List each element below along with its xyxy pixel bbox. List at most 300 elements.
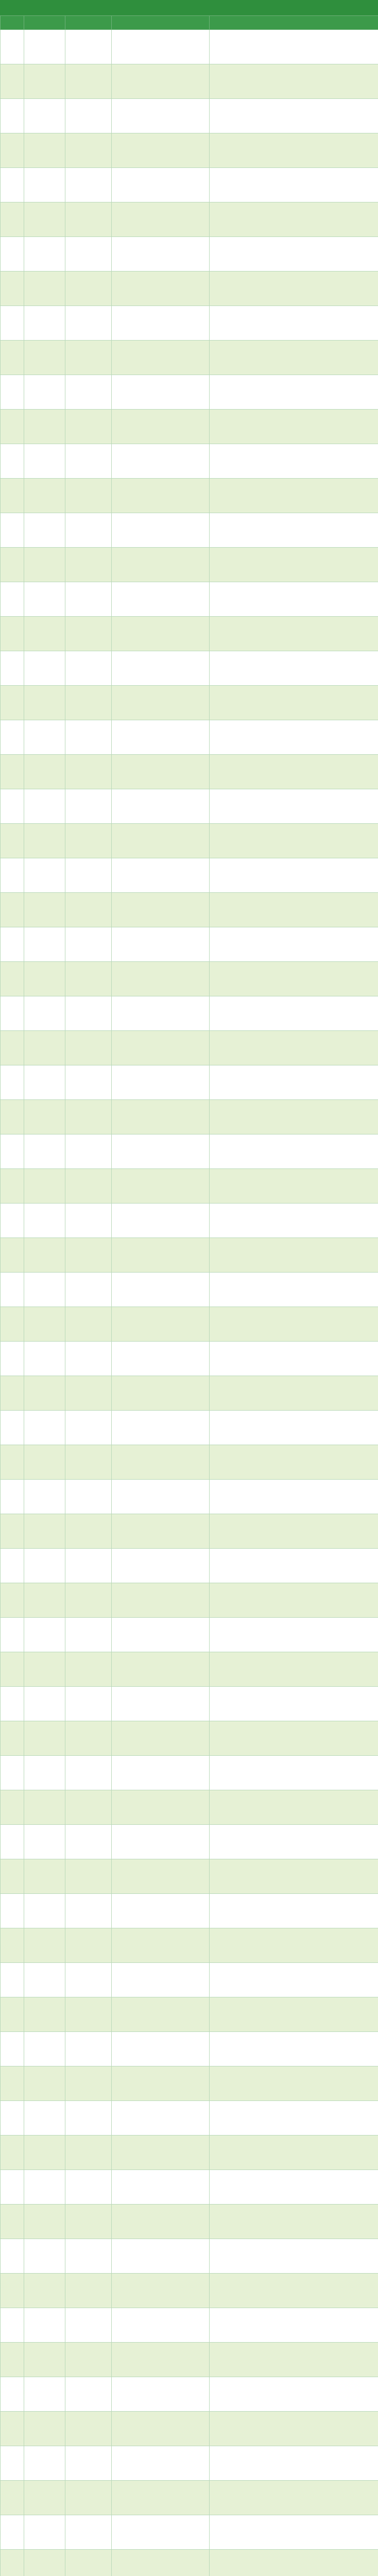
cell-city — [24, 1514, 65, 1549]
cell-no — [1, 651, 24, 686]
table-row — [1, 2066, 378, 2101]
cell-stops — [210, 237, 378, 272]
cell-no — [1, 444, 24, 479]
cell-stops — [210, 168, 378, 202]
cell-city — [24, 2412, 65, 2446]
table-row — [1, 1859, 378, 1894]
table-row — [1, 30, 378, 64]
cell-route — [112, 996, 210, 1031]
cell-no — [1, 893, 24, 927]
cell-city — [24, 99, 65, 133]
cell-no — [1, 1514, 24, 1549]
cell-route — [112, 1031, 210, 1065]
cell-stops — [210, 2205, 378, 2239]
cell-stops — [210, 1342, 378, 1376]
cell-route — [112, 893, 210, 927]
cell-city — [24, 1411, 65, 1445]
cell-district — [65, 582, 112, 617]
cell-stops — [210, 996, 378, 1031]
cell-district — [65, 133, 112, 168]
cell-city — [24, 2066, 65, 2101]
cell-city — [24, 375, 65, 410]
table-row — [1, 2101, 378, 2136]
cell-city — [24, 1307, 65, 1342]
cell-city — [24, 1963, 65, 1997]
table-row — [1, 2446, 378, 2481]
table-row — [1, 1721, 378, 1756]
cell-stops — [210, 2550, 378, 2576]
cell-no — [1, 237, 24, 272]
cell-district — [65, 1928, 112, 1963]
cell-no — [1, 1238, 24, 1273]
cell-district — [65, 1411, 112, 1445]
cell-city — [24, 1238, 65, 1273]
cell-stops — [210, 1756, 378, 1790]
cell-district — [65, 2205, 112, 2239]
cell-no — [1, 2481, 24, 2515]
cell-city — [24, 1480, 65, 1514]
cell-district — [65, 1652, 112, 1687]
cell-no — [1, 1997, 24, 2032]
cell-city — [24, 582, 65, 617]
table-row — [1, 996, 378, 1031]
cell-route — [112, 1411, 210, 1445]
cell-district — [65, 1445, 112, 1480]
cell-stops — [210, 2066, 378, 2101]
cell-no — [1, 1169, 24, 1204]
cell-no — [1, 1273, 24, 1307]
cell-no — [1, 513, 24, 548]
table-row — [1, 1169, 378, 1204]
cell-no — [1, 686, 24, 720]
table-row — [1, 755, 378, 789]
cell-city — [24, 789, 65, 824]
cell-city — [24, 479, 65, 513]
cell-stops — [210, 2101, 378, 2136]
cell-route — [112, 1583, 210, 1618]
table-body — [1, 30, 378, 2576]
cell-stops — [210, 2136, 378, 2170]
cell-no — [1, 1721, 24, 1756]
cell-city — [24, 617, 65, 651]
cell-route — [112, 755, 210, 789]
cell-route — [112, 1169, 210, 1204]
cell-no — [1, 2066, 24, 2101]
table-row — [1, 582, 378, 617]
table-row — [1, 962, 378, 996]
cell-district — [65, 2239, 112, 2274]
table-header-row — [1, 16, 378, 30]
table-row — [1, 1031, 378, 1065]
cell-city — [24, 1618, 65, 1652]
cell-no — [1, 2377, 24, 2412]
table-row — [1, 651, 378, 686]
cell-route — [112, 1894, 210, 1928]
cell-district — [65, 651, 112, 686]
cell-district — [65, 2308, 112, 2343]
cell-district — [65, 202, 112, 237]
cell-district — [65, 2515, 112, 2550]
table-row — [1, 237, 378, 272]
cell-route — [112, 1618, 210, 1652]
cell-district — [65, 1963, 112, 1997]
cell-route — [112, 1859, 210, 1894]
cell-district — [65, 1894, 112, 1928]
cell-no — [1, 1480, 24, 1514]
table-row — [1, 927, 378, 962]
cell-city — [24, 962, 65, 996]
cell-stops — [210, 444, 378, 479]
cell-no — [1, 202, 24, 237]
cell-stops — [210, 513, 378, 548]
cell-stops — [210, 2274, 378, 2308]
cell-stops — [210, 99, 378, 133]
cell-city — [24, 237, 65, 272]
cell-city — [24, 444, 65, 479]
cell-district — [65, 341, 112, 375]
cell-city — [24, 1134, 65, 1169]
table-row — [1, 2377, 378, 2412]
cell-route — [112, 548, 210, 582]
cell-city — [24, 2446, 65, 2481]
table-row — [1, 2136, 378, 2170]
cell-district — [65, 1756, 112, 1790]
cell-route — [112, 1652, 210, 1687]
cell-route — [112, 2066, 210, 2101]
table-row — [1, 1480, 378, 1514]
cell-no — [1, 858, 24, 893]
cell-route — [112, 306, 210, 341]
cell-stops — [210, 1687, 378, 1721]
cell-route — [112, 99, 210, 133]
cell-stops — [210, 789, 378, 824]
table-row — [1, 133, 378, 168]
cell-district — [65, 1204, 112, 1238]
table-row — [1, 1342, 378, 1376]
table-row — [1, 1445, 378, 1480]
cell-stops — [210, 1928, 378, 1963]
cell-district — [65, 64, 112, 99]
cell-no — [1, 1376, 24, 1411]
cell-route — [112, 2136, 210, 2170]
cell-city — [24, 927, 65, 962]
table-row — [1, 1790, 378, 1825]
cell-district — [65, 927, 112, 962]
cell-no — [1, 2136, 24, 2170]
cell-district — [65, 444, 112, 479]
cell-district — [65, 2377, 112, 2412]
document-title — [0, 0, 378, 15]
cell-district — [65, 1859, 112, 1894]
cell-no — [1, 962, 24, 996]
table-row — [1, 1756, 378, 1790]
cell-route — [112, 651, 210, 686]
cell-city — [24, 1894, 65, 1928]
table-row — [1, 2412, 378, 2446]
table-row — [1, 2308, 378, 2343]
cell-city — [24, 1756, 65, 1790]
cell-city — [24, 2481, 65, 2515]
cell-district — [65, 824, 112, 858]
cell-district — [65, 1687, 112, 1721]
cell-city — [24, 996, 65, 1031]
cell-no — [1, 2446, 24, 2481]
cell-route — [112, 1997, 210, 2032]
cell-route — [112, 133, 210, 168]
cell-district — [65, 755, 112, 789]
cell-district — [65, 962, 112, 996]
cell-city — [24, 306, 65, 341]
cell-district — [65, 1273, 112, 1307]
cell-no — [1, 1583, 24, 1618]
cell-stops — [210, 1480, 378, 1514]
column-header-district — [65, 16, 112, 30]
cell-district — [65, 1549, 112, 1583]
cell-stops — [210, 1065, 378, 1100]
column-header-stops — [210, 16, 378, 30]
cell-city — [24, 2170, 65, 2205]
table-row — [1, 2239, 378, 2274]
cell-stops — [210, 1273, 378, 1307]
table-row — [1, 341, 378, 375]
cell-route — [112, 789, 210, 824]
cell-city — [24, 686, 65, 720]
cell-district — [65, 2446, 112, 2481]
cell-city — [24, 410, 65, 444]
cell-district — [65, 2066, 112, 2101]
cell-district — [65, 2101, 112, 2136]
cell-stops — [210, 1790, 378, 1825]
cell-no — [1, 1618, 24, 1652]
cell-city — [24, 2136, 65, 2170]
cell-city — [24, 1549, 65, 1583]
cell-stops — [210, 2239, 378, 2274]
cell-district — [65, 237, 112, 272]
cell-route — [112, 2205, 210, 2239]
table-row — [1, 824, 378, 858]
cell-district — [65, 1169, 112, 1204]
cell-stops — [210, 686, 378, 720]
cell-route — [112, 1342, 210, 1376]
cell-stops — [210, 1445, 378, 1480]
cell-route — [112, 2101, 210, 2136]
cell-route — [112, 1928, 210, 1963]
cell-stops — [210, 2032, 378, 2066]
cell-district — [65, 893, 112, 927]
cell-city — [24, 1376, 65, 1411]
cell-no — [1, 375, 24, 410]
cell-city — [24, 341, 65, 375]
cell-no — [1, 133, 24, 168]
cell-stops — [210, 824, 378, 858]
column-header-city — [24, 16, 65, 30]
cell-route — [112, 1134, 210, 1169]
cell-route — [112, 444, 210, 479]
table-row — [1, 789, 378, 824]
cell-route — [112, 1273, 210, 1307]
cell-stops — [210, 2377, 378, 2412]
cell-no — [1, 2550, 24, 2576]
cell-stops — [210, 133, 378, 168]
cell-district — [65, 410, 112, 444]
cell-no — [1, 1687, 24, 1721]
cell-route — [112, 1721, 210, 1756]
table-row — [1, 2170, 378, 2205]
cell-city — [24, 1342, 65, 1376]
cell-stops — [210, 410, 378, 444]
cell-stops — [210, 1583, 378, 1618]
cell-district — [65, 789, 112, 824]
cell-city — [24, 1859, 65, 1894]
cell-route — [112, 582, 210, 617]
cell-city — [24, 1997, 65, 2032]
cell-city — [24, 2550, 65, 2576]
table-row — [1, 1928, 378, 1963]
cell-stops — [210, 962, 378, 996]
cell-stops — [210, 720, 378, 755]
cell-city — [24, 1652, 65, 1687]
cell-route — [112, 1065, 210, 1100]
cell-district — [65, 1031, 112, 1065]
cell-route — [112, 2412, 210, 2446]
cell-no — [1, 1307, 24, 1342]
cell-district — [65, 99, 112, 133]
table-row — [1, 2550, 378, 2576]
cell-district — [65, 686, 112, 720]
cell-city — [24, 2274, 65, 2308]
cell-district — [65, 1480, 112, 1514]
cell-no — [1, 2205, 24, 2239]
cell-stops — [210, 1652, 378, 1687]
cell-stops — [210, 1997, 378, 2032]
table-row — [1, 2032, 378, 2066]
cell-route — [112, 202, 210, 237]
cell-route — [112, 2239, 210, 2274]
cell-no — [1, 755, 24, 789]
table-row — [1, 1065, 378, 1100]
table-row — [1, 1273, 378, 1307]
cell-district — [65, 2343, 112, 2377]
cell-route — [112, 2446, 210, 2481]
cell-no — [1, 1652, 24, 1687]
cell-route — [112, 2550, 210, 2576]
cell-no — [1, 1790, 24, 1825]
cell-district — [65, 2136, 112, 2170]
cell-route — [112, 341, 210, 375]
cell-route — [112, 168, 210, 202]
cell-route — [112, 2377, 210, 2412]
cell-city — [24, 30, 65, 64]
cell-no — [1, 927, 24, 962]
cell-no — [1, 2343, 24, 2377]
cell-district — [65, 375, 112, 410]
cell-no — [1, 582, 24, 617]
cell-stops — [210, 582, 378, 617]
table-row — [1, 1997, 378, 2032]
cell-route — [112, 30, 210, 64]
cell-stops — [210, 2412, 378, 2446]
cell-district — [65, 1721, 112, 1756]
cell-stops — [210, 202, 378, 237]
cell-route — [112, 1825, 210, 1859]
cell-city — [24, 168, 65, 202]
cell-city — [24, 2032, 65, 2066]
routes-table — [0, 15, 378, 2576]
cell-no — [1, 2032, 24, 2066]
cell-city — [24, 1273, 65, 1307]
table-row — [1, 1825, 378, 1859]
cell-stops — [210, 1549, 378, 1583]
cell-route — [112, 1376, 210, 1411]
table-row — [1, 513, 378, 548]
cell-city — [24, 1031, 65, 1065]
cell-stops — [210, 2481, 378, 2515]
cell-route — [112, 2032, 210, 2066]
cell-district — [65, 168, 112, 202]
cell-city — [24, 1100, 65, 1134]
cell-city — [24, 272, 65, 306]
cell-district — [65, 1065, 112, 1100]
cell-district — [65, 272, 112, 306]
cell-route — [112, 1790, 210, 1825]
cell-no — [1, 1065, 24, 1100]
cell-district — [65, 1618, 112, 1652]
cell-city — [24, 1721, 65, 1756]
column-header-no — [1, 16, 24, 30]
cell-route — [112, 2308, 210, 2343]
cell-district — [65, 1583, 112, 1618]
table-row — [1, 1411, 378, 1445]
table-row — [1, 202, 378, 237]
cell-no — [1, 1756, 24, 1790]
cell-route — [112, 1204, 210, 1238]
cell-city — [24, 755, 65, 789]
cell-city — [24, 1169, 65, 1204]
cell-no — [1, 1100, 24, 1134]
cell-route — [112, 858, 210, 893]
cell-stops — [210, 2515, 378, 2550]
table-row — [1, 2274, 378, 2308]
table-row — [1, 686, 378, 720]
cell-route — [112, 479, 210, 513]
cell-no — [1, 306, 24, 341]
cell-stops — [210, 1721, 378, 1756]
table-row — [1, 1376, 378, 1411]
cell-city — [24, 2205, 65, 2239]
cell-stops — [210, 1134, 378, 1169]
cell-stops — [210, 893, 378, 927]
cell-stops — [210, 1238, 378, 1273]
cell-city — [24, 1825, 65, 1859]
cell-stops — [210, 1031, 378, 1065]
cell-city — [24, 2239, 65, 2274]
cell-no — [1, 789, 24, 824]
cell-city — [24, 1065, 65, 1100]
cell-district — [65, 479, 112, 513]
table-row — [1, 2205, 378, 2239]
cell-stops — [210, 1894, 378, 1928]
cell-route — [112, 824, 210, 858]
cell-city — [24, 513, 65, 548]
cell-city — [24, 2343, 65, 2377]
cell-city — [24, 651, 65, 686]
cell-route — [112, 1549, 210, 1583]
cell-route — [112, 1756, 210, 1790]
cell-stops — [210, 1307, 378, 1342]
cell-no — [1, 1342, 24, 1376]
cell-route — [112, 1514, 210, 1549]
cell-no — [1, 2274, 24, 2308]
